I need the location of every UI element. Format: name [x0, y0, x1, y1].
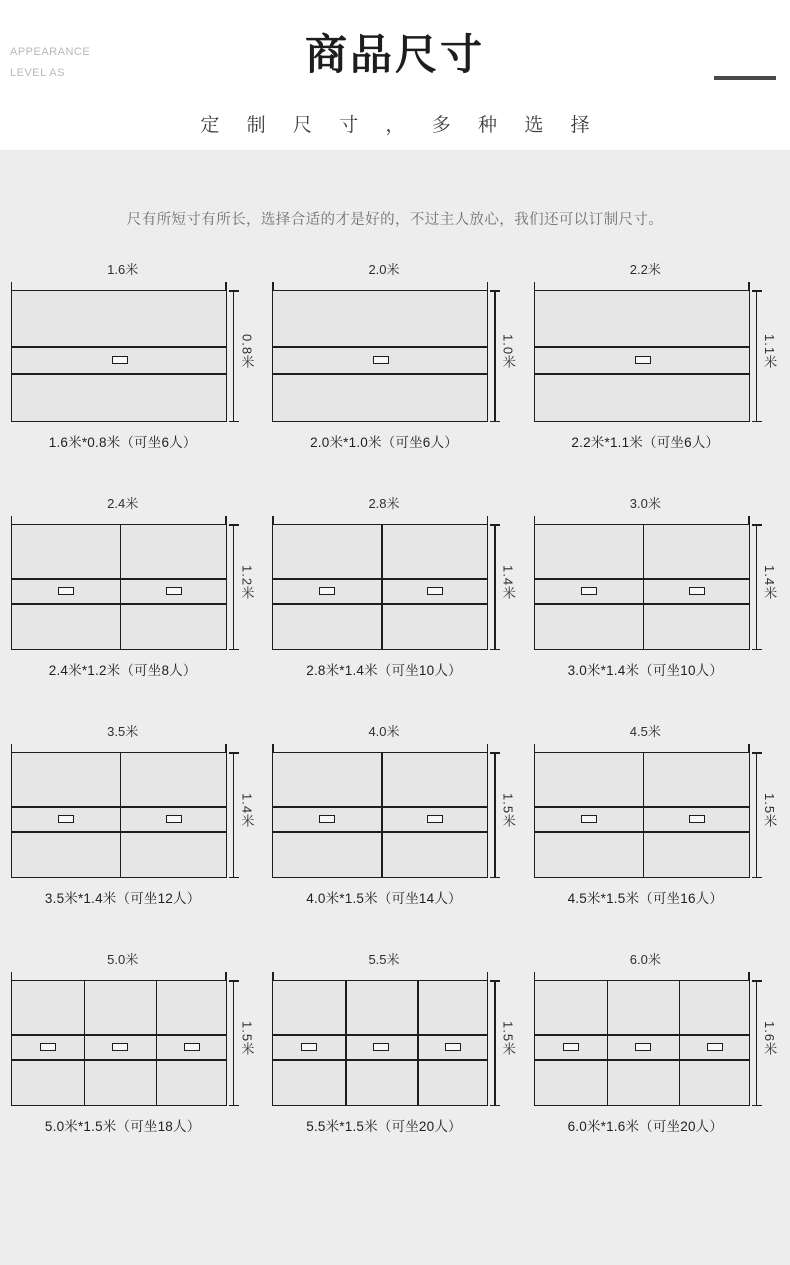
height-dimension	[756, 972, 780, 1106]
table-diagram-stack	[272, 972, 488, 1106]
width-dimension-bar	[272, 972, 488, 980]
table-outline	[11, 980, 227, 1106]
table-divider-horizontal	[273, 1059, 487, 1061]
table-divider-horizontal	[273, 603, 487, 605]
size-caption: 6.0米*1.6米（可坐20人）	[567, 1119, 724, 1134]
height-dimension-label: 1.5米	[239, 1021, 255, 1057]
table-diagram	[269, 282, 520, 422]
turntable-marker	[58, 815, 74, 823]
size-caption: 2.2米*1.1米（可坐6人）	[571, 435, 720, 450]
table-diagram-stack	[534, 972, 750, 1106]
turntable-marker	[427, 587, 443, 595]
width-dimension-label: 4.0米	[368, 724, 400, 739]
table-divider-vertical	[120, 525, 122, 649]
width-dimension-label: 2.8米	[368, 496, 400, 511]
table-divider-horizontal	[535, 1059, 749, 1061]
height-dimension-label: 0.8米	[239, 334, 255, 370]
table-diagram	[8, 282, 259, 422]
height-dimension-label: 1.6米	[762, 1021, 778, 1057]
table-diagram-stack	[534, 282, 750, 422]
width-dimension-label: 3.0米	[629, 496, 661, 511]
turntable-marker	[581, 587, 597, 595]
turntable-marker	[166, 815, 182, 823]
table-divider-horizontal	[535, 373, 749, 375]
turntable-marker	[166, 587, 182, 595]
table-divider-horizontal	[12, 831, 226, 833]
size-option-card[interactable]	[269, 721, 520, 907]
table-divider-horizontal	[535, 806, 749, 808]
table-outline	[534, 752, 750, 878]
width-dimension-bar	[11, 282, 227, 290]
turntable-marker	[445, 1043, 461, 1051]
table-diagram	[269, 516, 520, 650]
height-dimension-line	[756, 290, 758, 422]
table-divider-horizontal	[273, 831, 487, 833]
size-caption: 2.8米*1.4米（可坐10人）	[306, 663, 462, 678]
title-underline-rule	[714, 76, 776, 80]
page-title: 商品尺寸	[304, 31, 485, 78]
size-caption: 3.0米*1.4米（可坐10人）	[567, 663, 724, 678]
height-dimension-label: 1.4米	[762, 565, 778, 601]
table-divider-horizontal	[273, 373, 487, 375]
table-divider-horizontal	[12, 1034, 226, 1036]
table-outline	[11, 524, 227, 650]
table-divider-vertical	[643, 525, 645, 649]
subtitle-band	[0, 96, 790, 150]
width-dimension-label: 4.5米	[629, 724, 661, 739]
table-divider-vertical	[156, 981, 158, 1105]
turntable-marker	[112, 1043, 128, 1051]
width-dimension-bar	[272, 516, 488, 524]
brand-line-2: LEVEL AS	[10, 66, 65, 79]
height-dimension-label: 1.0米	[500, 334, 516, 370]
turntable-marker	[581, 815, 597, 823]
size-caption: 2.4米*1.2米（可坐8人）	[48, 663, 197, 678]
table-outline	[272, 752, 488, 878]
width-dimension-bar	[534, 282, 750, 290]
size-caption: 4.5米*1.5米（可坐16人）	[567, 891, 724, 906]
table-outline	[534, 980, 750, 1106]
table-divider-horizontal	[535, 1034, 749, 1036]
size-option-card[interactable]	[8, 949, 259, 1135]
turntable-marker	[301, 1043, 317, 1051]
table-divider-horizontal	[12, 806, 226, 808]
width-dimension-label: 2.0米	[368, 262, 400, 277]
height-dimension-label: 1.5米	[500, 793, 516, 829]
height-dimension	[494, 516, 518, 650]
width-dimension-label: 3.5米	[107, 724, 139, 739]
height-dimension	[756, 744, 780, 878]
table-outline	[11, 290, 227, 422]
turntable-marker	[184, 1043, 200, 1051]
turntable-marker	[58, 587, 74, 595]
size-chart-section	[0, 150, 790, 1265]
height-dimension	[756, 516, 780, 650]
table-diagram-stack	[534, 744, 750, 878]
table-divider-horizontal	[273, 806, 487, 808]
table-diagram-stack	[11, 282, 227, 422]
width-dimension-bar	[272, 744, 488, 752]
height-dimension-line	[756, 524, 758, 650]
height-dimension-label: 1.2米	[239, 565, 255, 601]
turntable-marker	[707, 1043, 723, 1051]
width-dimension-bar	[272, 282, 488, 290]
table-diagram	[8, 972, 259, 1106]
table-divider-horizontal	[12, 578, 226, 580]
size-option-card[interactable]	[8, 259, 259, 451]
size-option-card[interactable]	[8, 493, 259, 679]
table-divider-horizontal	[12, 603, 226, 605]
table-divider-horizontal	[535, 603, 749, 605]
turntable-marker	[689, 587, 705, 595]
table-outline	[11, 752, 227, 878]
table-divider-horizontal	[273, 578, 487, 580]
table-diagram-stack	[272, 744, 488, 878]
size-caption: 3.5米*1.4米（可坐12人）	[44, 891, 201, 906]
table-divider-vertical	[84, 981, 86, 1105]
width-dimension-label: 5.0米	[107, 952, 139, 967]
height-dimension-label: 1.5米	[762, 793, 778, 829]
table-diagram	[8, 516, 259, 650]
height-dimension-line	[233, 290, 235, 422]
height-dimension-line	[494, 752, 496, 878]
height-dimension-label: 1.1米	[762, 334, 778, 370]
table-outline	[534, 524, 750, 650]
lead-text: 尺有所短寸有所长，选择合适的才是好的，不过主人放心，我们还可以订制尺寸。	[126, 212, 664, 228]
turntable-marker	[635, 356, 651, 364]
height-dimension-line	[233, 524, 235, 650]
table-diagram-stack	[11, 972, 227, 1106]
table-divider-vertical	[643, 753, 645, 877]
turntable-marker	[427, 815, 443, 823]
width-dimension-label: 6.0米	[629, 952, 661, 967]
height-dimension-line	[233, 752, 235, 878]
width-dimension-bar	[11, 744, 227, 752]
height-dimension	[233, 282, 257, 422]
height-dimension-label: 1.5米	[500, 1021, 516, 1057]
height-dimension-line	[756, 980, 758, 1106]
width-dimension-label: 2.2米	[629, 262, 661, 277]
table-diagram	[269, 744, 520, 878]
turntable-marker	[689, 815, 705, 823]
table-outline	[272, 980, 488, 1106]
table-diagram-stack	[272, 516, 488, 650]
height-dimension	[756, 282, 780, 422]
brand-line-1: APPEARANCE	[10, 46, 91, 58]
size-caption: 4.0米*1.5米（可坐14人）	[306, 891, 462, 906]
turntable-marker	[319, 815, 335, 823]
size-option-card[interactable]	[531, 721, 782, 907]
table-divider-horizontal	[535, 831, 749, 833]
width-dimension-label: 1.6米	[107, 262, 139, 277]
height-dimension-line	[494, 290, 496, 422]
table-divider-vertical	[381, 753, 383, 877]
page-header	[0, 0, 790, 96]
width-dimension-bar	[534, 516, 750, 524]
table-diagram	[531, 744, 782, 878]
table-diagram	[531, 972, 782, 1106]
table-divider-horizontal	[12, 1059, 226, 1061]
size-option-card[interactable]	[531, 493, 782, 679]
turntable-marker	[635, 1043, 651, 1051]
table-outline	[272, 524, 488, 650]
table-divider-horizontal	[12, 346, 226, 348]
size-caption: 2.0米*1.0米（可坐6人）	[310, 435, 458, 450]
table-diagram-stack	[11, 516, 227, 650]
width-dimension-bar	[534, 972, 750, 980]
width-dimension-bar	[534, 744, 750, 752]
size-option-card[interactable]	[531, 949, 782, 1135]
turntable-marker	[112, 356, 128, 364]
size-option-card[interactable]	[269, 949, 520, 1135]
table-diagram	[8, 744, 259, 878]
width-dimension-bar	[11, 972, 227, 980]
height-dimension	[494, 282, 518, 422]
height-dimension-label: 1.4米	[239, 793, 255, 829]
size-caption: 5.0米*1.5米（可坐18人）	[44, 1119, 201, 1134]
size-option-card[interactable]	[269, 259, 520, 451]
height-dimension	[233, 516, 257, 650]
size-grid	[0, 259, 790, 1135]
turntable-marker	[40, 1043, 56, 1051]
table-divider-vertical	[345, 981, 347, 1105]
width-dimension-bar	[11, 516, 227, 524]
table-diagram	[531, 282, 782, 422]
table-diagram-stack	[534, 516, 750, 650]
table-divider-vertical	[679, 981, 681, 1105]
table-divider-vertical	[607, 981, 609, 1105]
height-dimension-line	[233, 980, 235, 1106]
table-diagram	[269, 972, 520, 1106]
height-dimension-line	[494, 980, 496, 1106]
table-diagram-stack	[11, 744, 227, 878]
height-dimension	[233, 744, 257, 878]
turntable-marker	[319, 587, 335, 595]
table-diagram-stack	[272, 282, 488, 422]
table-divider-vertical	[417, 981, 419, 1105]
table-outline	[534, 290, 750, 422]
width-dimension-label: 5.5米	[368, 952, 400, 967]
turntable-marker	[373, 1043, 389, 1051]
size-option-card[interactable]	[531, 259, 782, 451]
width-dimension-label: 2.4米	[107, 496, 139, 511]
size-option-card[interactable]	[8, 721, 259, 907]
turntable-marker	[373, 356, 389, 364]
height-dimension	[494, 744, 518, 878]
table-diagram	[531, 516, 782, 650]
table-divider-horizontal	[535, 346, 749, 348]
height-dimension-label: 1.4米	[500, 565, 516, 601]
size-caption: 5.5米*1.5米（可坐20人）	[306, 1119, 462, 1134]
table-divider-vertical	[381, 525, 383, 649]
table-divider-horizontal	[273, 1034, 487, 1036]
table-divider-horizontal	[12, 373, 226, 375]
height-dimension-line	[756, 752, 758, 878]
size-caption: 1.6米*0.8米（可坐6人）	[48, 435, 197, 450]
turntable-marker	[563, 1043, 579, 1051]
table-divider-horizontal	[535, 578, 749, 580]
table-divider-vertical	[120, 753, 122, 877]
table-divider-horizontal	[273, 346, 487, 348]
height-dimension	[233, 972, 257, 1106]
subtitle-text: 定 制 尺 寸 ， 多 种 选 择	[200, 114, 601, 136]
table-outline	[272, 290, 488, 422]
height-dimension-line	[494, 524, 496, 650]
size-option-card[interactable]	[269, 493, 520, 679]
height-dimension	[494, 972, 518, 1106]
